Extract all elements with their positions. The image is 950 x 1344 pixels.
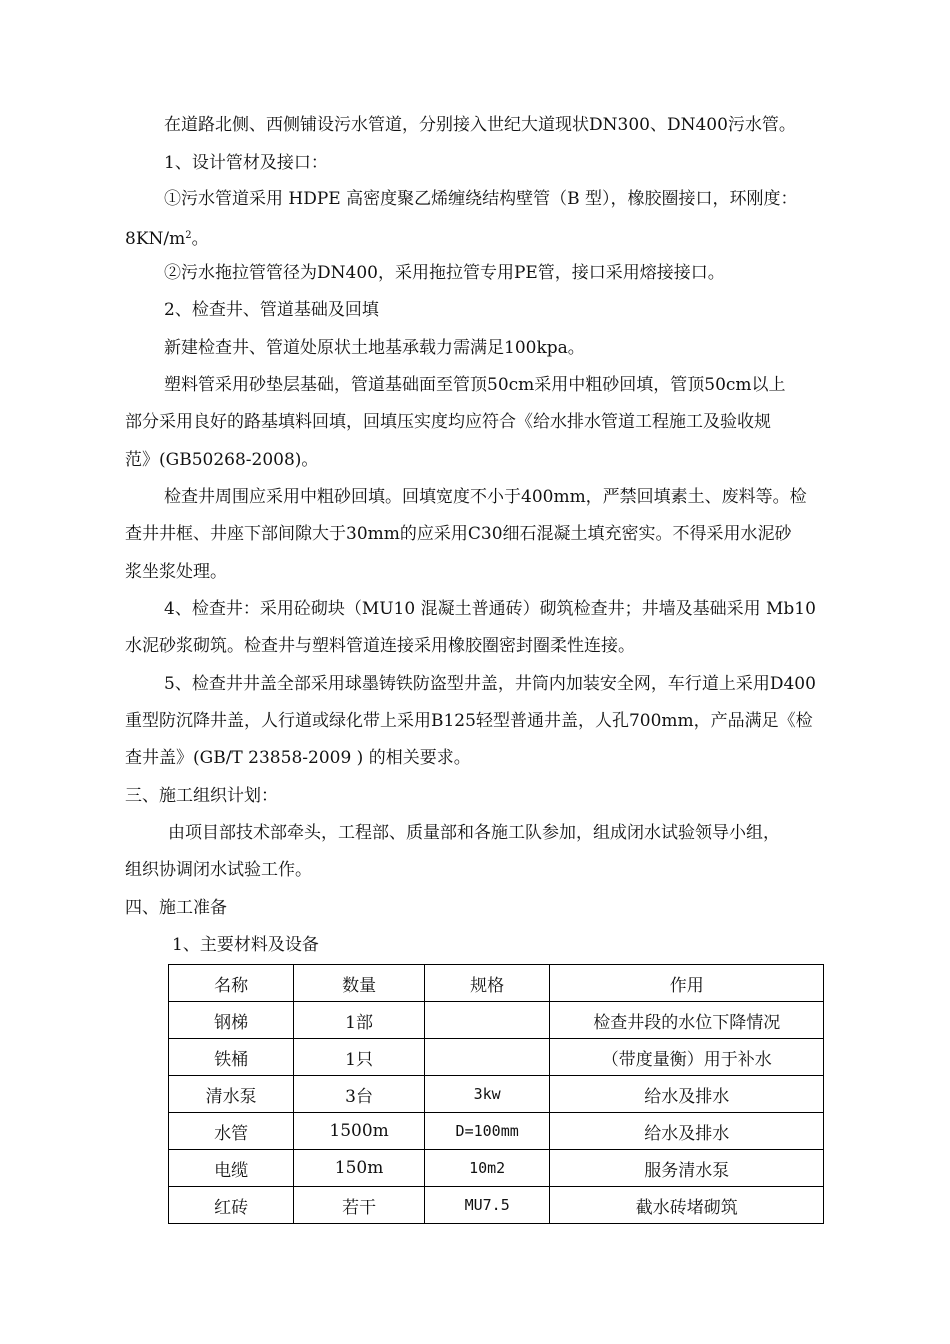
ring-stiffness-end: 。 [191,229,209,249]
cell-spec [424,1002,550,1039]
header-quantity: 数量 [294,965,425,1002]
cell-quantity: 3台 [294,1076,425,1113]
cell-purpose: 给水及排水 [550,1113,824,1150]
table-row [169,1076,824,1113]
cell-purpose: （带度量衡）用于补水 [550,1039,824,1076]
cell-quantity: 1500m [294,1113,425,1150]
cell-quantity: 1只 [294,1039,425,1076]
paragraph-plan-2: 组织协调闭水试验工作。 [125,860,312,880]
cell-spec: 10m2 [424,1150,550,1187]
paragraph-drag-pipe: ②污水拖拉管管径为DN400，采用拖拉管专用PE管，接口采用熔接接口。 [164,263,725,283]
cell-name: 红砖 [169,1187,294,1224]
paragraph-plan-1: 由项目部技术部牵头，工程部、质量部和各施工队参加，组成闭水试验领导小组， [168,823,780,843]
header-purpose: 作用 [550,965,824,1002]
paragraph-backfill-2: 部分采用良好的路基填料回填，回填压实度均应符合《给水排水管道工程施工及验收规 [125,412,771,432]
cell-spec: MU7.5 [424,1187,550,1224]
cell-name: 钢梯 [169,1002,294,1039]
table-row [169,1002,824,1039]
table-row [169,1039,824,1076]
heading-construction-plan: 三、施工组织计划： [125,786,278,806]
heading-manhole-foundation: 2、检查井、管道基础及回填 [164,300,379,320]
cell-quantity: 1部 [294,1002,425,1039]
paragraph-manhole-backfill-3: 浆坐浆处理。 [125,562,227,582]
table-header-row [169,965,824,1002]
cell-quantity: 若干 [294,1187,425,1224]
paragraph-manhole-2: 水泥砂浆砌筑。检查井与塑料管道连接采用橡胶圈密封圈柔性连接。 [125,636,635,656]
cell-purpose: 服务清水泵 [550,1150,824,1187]
paragraph-bearing-capacity: 新建检查井、管道处原状土地基承载力需满足100kpa。 [164,338,585,358]
paragraph-sewer-route: 在道路北侧、西侧铺设污水管道，分别接入世纪大道现状DN300、DN400污水管。 [164,115,796,135]
heading-pipe-material: 1、设计管材及接口： [164,153,328,173]
cell-name: 水管 [169,1113,294,1150]
paragraph-manhole-1: 4、检查井：采用砼砌块（MU10 混凝土普通砖）砌筑检查井；井墙及基础采用 Mb10 [164,599,816,619]
cell-spec [424,1039,550,1076]
cell-name: 清水泵 [169,1076,294,1113]
cell-quantity: 150m [294,1150,425,1187]
cell-spec: 3kw [424,1076,550,1113]
paragraph-manhole-backfill-2: 查井井框、井座下部间隙大于30mm的应采用C30细石混凝土填充密实。不得采用水泥砂 [125,524,792,544]
paragraph-backfill-1: 塑料管采用砂垫层基础，管道基础面至管顶50cm采用中粗砂回填，管顶50cm以上 [164,375,786,395]
table-row [169,1150,824,1187]
cell-purpose: 检查井段的水位下降情况 [550,1002,824,1039]
paragraph-manhole-cover-1: 5、检查井井盖全部采用球墨铸铁防盗型井盖，井筒内加装安全网，车行道上采用D400 [164,674,816,694]
heading-materials-equipment: 1、主要材料及设备 [172,935,319,955]
paragraph-backfill-3: 范》(GB50268-2008)。 [125,450,319,470]
materials-table [168,964,824,1224]
ring-stiffness-exponent: 2 [185,230,192,241]
cell-purpose: 给水及排水 [550,1076,824,1113]
paragraph-hdpe-pipe: ①污水管道采用 HDPE 高密度聚乙烯缠绕结构壁管（B 型），橡胶圈接口，环刚度： [164,189,798,209]
table-row [169,1113,824,1150]
paragraph-manhole-cover-2: 重型防沉降井盖，人行道或绿化带上采用B125轻型普通井盖，人孔700mm，产品满足《检 [125,711,813,731]
cell-spec: D=100mm [424,1113,550,1150]
header-spec: 规格 [424,965,550,1002]
header-name: 名称 [169,965,294,1002]
cell-purpose: 截水砖堵砌筑 [550,1187,824,1224]
paragraph-manhole-cover-3: 查井盖》(GB/T 23858-2009 ) 的相关要求。 [125,748,471,768]
cell-name: 电缆 [169,1150,294,1187]
heading-construction-prep: 四、施工准备 [125,898,227,918]
cell-name: 铁桶 [169,1039,294,1076]
table-row [169,1187,824,1224]
paragraph-ring-stiffness [125,224,209,251]
paragraph-manhole-backfill-1: 检查井周围应采用中粗砂回填。回填宽度不小于400mm，严禁回填素土、废料等。检 [164,487,807,507]
ring-stiffness-value: 8KN/m [125,229,186,249]
